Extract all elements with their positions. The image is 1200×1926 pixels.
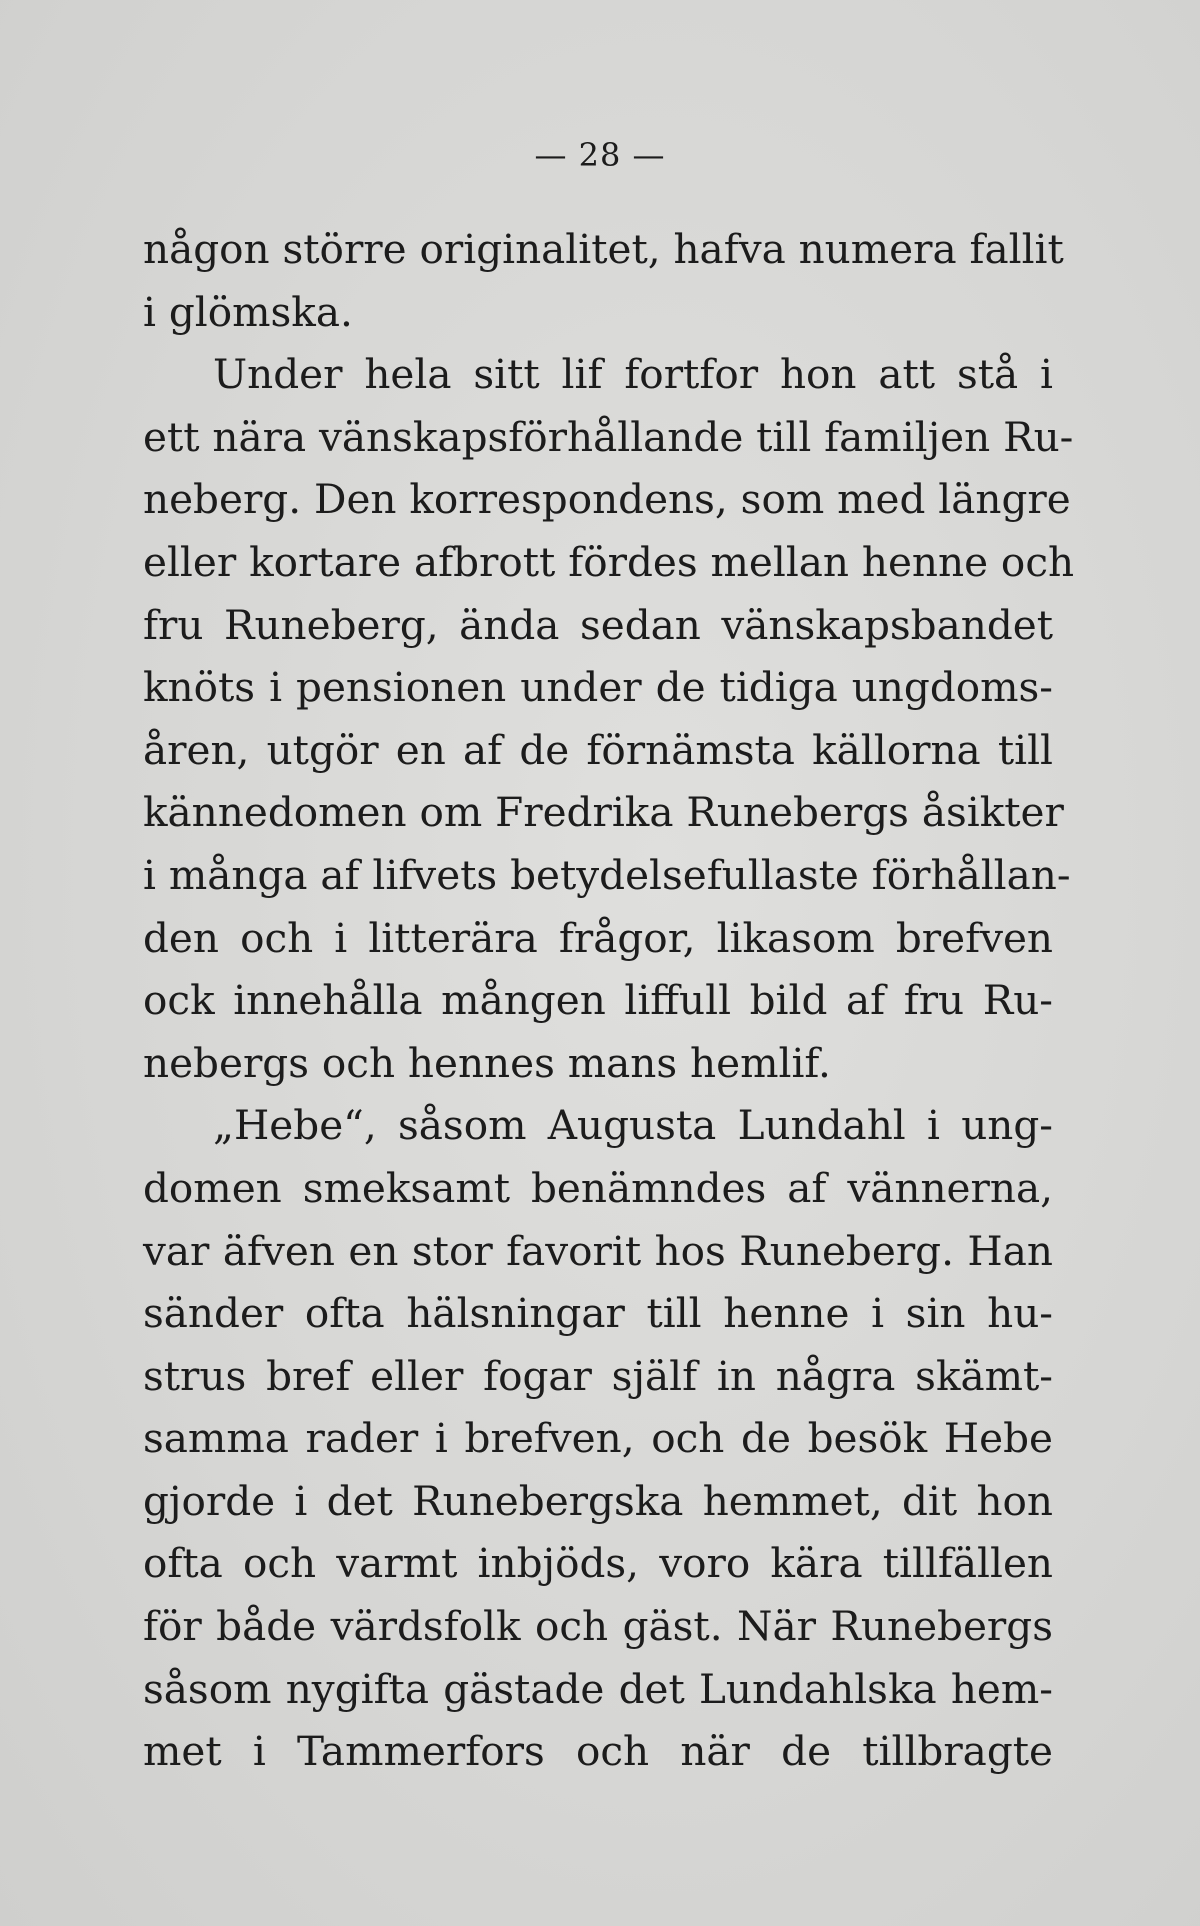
text-line: Under hela sitt lif fortfor hon att stå i: [213, 350, 1053, 399]
text-line: nebergs och hennes mans hemlif.: [143, 1038, 831, 1087]
text-line: met i Tammerfors och när de tillbragte: [143, 1727, 1053, 1776]
text-line: domen smeksamt benämndes af vännerna,: [143, 1163, 1053, 1212]
text-line: i många af lifvets betydelsefullaste förhållan-: [143, 850, 1071, 899]
text-line: ett nära vänskapsförhållande till familjen Ru-: [143, 412, 1074, 461]
text-line: strus bref eller fogar själf in några skämt-: [143, 1351, 1053, 1400]
text-line: eller kortare afbrott fördes mellan henne och: [143, 537, 1075, 586]
text-line: ock innehålla mången liffull bild af fru Ru-: [143, 976, 1053, 1025]
text-line: den och i litterära frågor, likasom brefven: [143, 913, 1053, 962]
body-text: [143, 218, 1075, 1783]
text-line: var äfven en stor favorit hos Runeberg. Han: [143, 1226, 1053, 1275]
text-line: någon större originalitet, hafva numera fallit: [143, 225, 1064, 273]
text-line: fru Runeberg, ända sedan vänskapsbandet: [143, 600, 1053, 649]
text-line: för både värdsfolk och gäst. När Runebergs: [143, 1602, 1053, 1651]
text-line: kännedomen om Fredrika Runebergs åsikter: [143, 788, 1064, 837]
text-line: neberg. Den korrespondens, som med längre: [143, 475, 1071, 524]
text-line: knöts i pensionen under de tidiga ungdoms-: [143, 663, 1053, 712]
text-line: gjorde i det Runebergska hemmet, dit hon: [143, 1476, 1053, 1525]
text-line: sänder ofta hälsningar till henne i sin hu-: [143, 1289, 1053, 1338]
page-number: — 28 —: [534, 136, 666, 174]
text-line: ofta och varmt inbjöds, voro kära tillfällen: [143, 1539, 1053, 1588]
text-line: samma rader i brefven, och de besök Hebe: [143, 1414, 1053, 1463]
text-line: såsom nygifta gästade det Lundahlska hem-: [143, 1664, 1053, 1713]
text-line: åren, utgör en af de förnämsta källorna till: [143, 725, 1053, 774]
text-line: i glömska.: [143, 287, 353, 336]
text-line: „Hebe“, såsom Augusta Lundahl i ung-: [213, 1101, 1053, 1150]
